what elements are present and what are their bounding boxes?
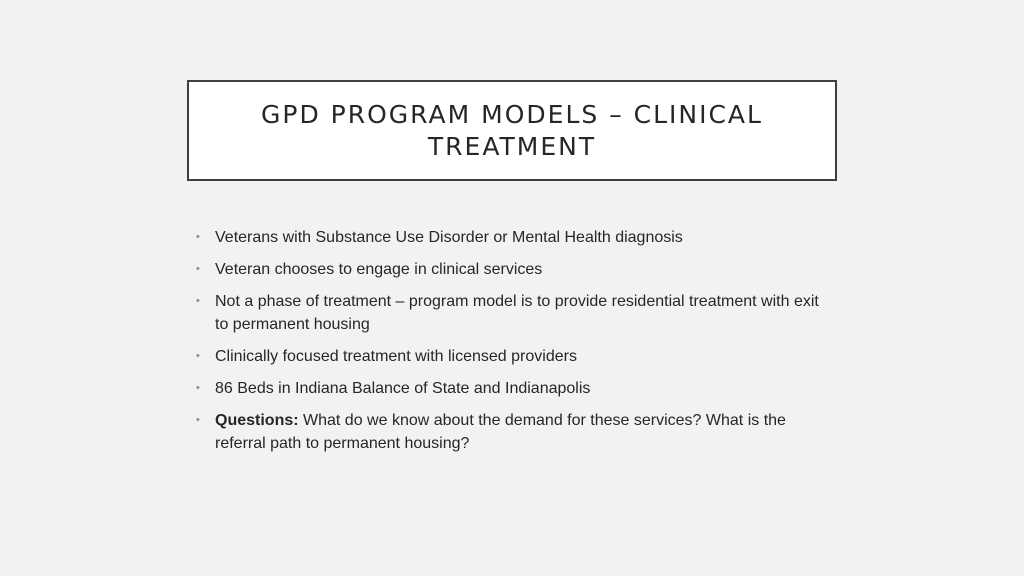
slide-title: GPD PROGRAM MODELS – CLINICAL TREATMENT — [261, 99, 763, 161]
bullet-item-veterans-diagnosis — [196, 226, 836, 249]
bullet-icon: • — [196, 350, 200, 362]
bullet-text: What do we know about the demand for these services? What is the referral path to permanent housing? — [215, 412, 786, 452]
bullet-text: Clinically focused treatment with licensed providers — [215, 348, 577, 365]
bullet-icon: • — [196, 414, 200, 426]
bullet-item-beds — [196, 377, 836, 400]
bullet-text: Veteran chooses to engage in clinical services — [215, 261, 543, 278]
bullet-icon: • — [196, 263, 200, 275]
bullet-item-engage-services — [196, 258, 836, 281]
questions-label: Questions: — [215, 412, 299, 429]
title-box — [187, 80, 837, 181]
bullet-item-program-model — [196, 290, 836, 336]
bullet-icon: • — [196, 382, 200, 394]
bullet-list — [196, 226, 836, 464]
bullet-icon: • — [196, 231, 200, 243]
bullet-item-licensed-providers — [196, 345, 836, 368]
bullet-icon: • — [196, 295, 200, 307]
bullet-text: Not a phase of treatment – program model is to provide residential treatment with exit to permanent housing — [215, 293, 819, 333]
bullet-item-questions — [196, 409, 836, 455]
bullet-text: Veterans with Substance Use Disorder or Mental Health diagnosis — [215, 229, 683, 246]
bullet-text: 86 Beds in Indiana Balance of State and Indianapolis — [215, 380, 591, 397]
